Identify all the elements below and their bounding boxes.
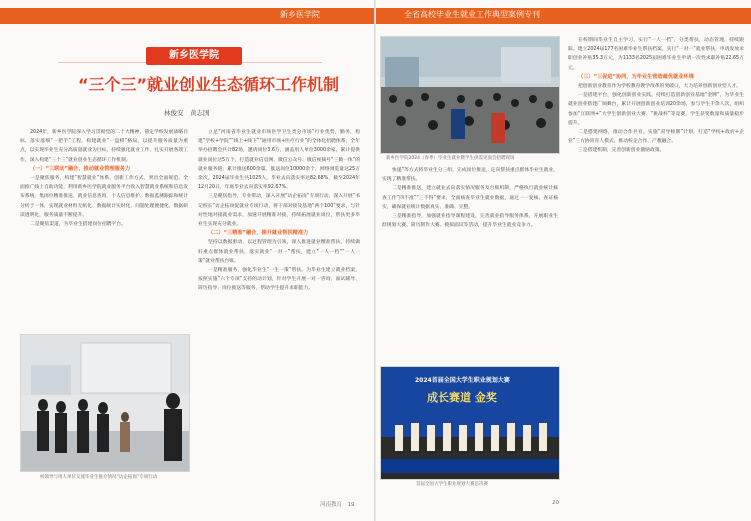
right-header-title: 全省高校毕业生就业工作典型案例专刊 <box>404 10 540 19</box>
award-banner-slogan: 成长赛道 金奖 <box>427 391 497 404</box>
left-header-bar <box>0 8 375 24</box>
body-paragraph: 在校期间毕业生自主学习，实行“一人一档”，分类帮扶，动态管理，持续跟踪。建立2024届177名困难毕业生帮扶档案，实行“一对一”就业帮扶，申请发放求职创业补贴35.3万元，为1133名2025届困难毕业生申请一次性求职补贴22.65万元。 <box>568 38 744 71</box>
section-heading: （二）“三精准”融合，提升就业帮扶精准力 <box>208 230 309 237</box>
section-heading: （一）“三联动”融合，推动就业管理服务力 <box>30 165 131 172</box>
body-paragraph: 一是搭建平台，强化创新创业实践。持续打造创新创业基地“金牌”，为毕业生就业创业搭建广阔舞台，累计开展创新创业培训20余场，参与学生千余人次，组织参加“互联网+”大学生创新创业大赛、“挑战杯”等竞赛，学生获奖数量和质量稳步提升。 <box>568 93 744 126</box>
award-banner-title: 2024首届全国大学生职业规划大赛 <box>415 377 510 384</box>
body-paragraph: 三是搭建机制，完善创新创业激励政策。 <box>578 148 665 154</box>
job-fair-photo-caption: 新乡医学院2024（春季）毕业生就业暨学生供需见面会招聘现场 <box>386 156 515 161</box>
meeting-photo-art <box>21 335 189 471</box>
body-paragraph: 快递”等方式将毕业生分三组，完成岗位推送，定向帮扶重点群体毕业生就业，实现了精准帮扶。 <box>382 168 558 183</box>
left-column-2 <box>198 128 360 488</box>
institution-badge: 新乡医学院 <box>146 47 242 65</box>
job-fair-photo-art <box>381 37 559 153</box>
body-paragraph: 一是聚焦服务，构建“智慧就业”体系。创新工作方式，突出全面规范、全面推广线上自助功能，利用新乡医学院就业服务平台收入智慧就业系统和信息发布系统，集岗位精准推送、就业信息查询、个人信息维护、数据监测跟踪和统计分析于一体，实现就业材料无纸化、数据统计实时化、问题处理便捷化、数据研读透明化，服务质量不断提升。 <box>20 176 188 218</box>
meeting-photo <box>20 334 190 472</box>
right-header-bar <box>376 8 751 24</box>
body-paragraph: 二是精准推送，建立就业去向落实情况服务及台账机制，严格执行就业统计核查工作“四不准”“三不得”要求，全面核查毕业生就业数据，通过一一复核、查证核实，确保就业统计数据真实、准确、完整。 <box>382 186 558 210</box>
body-paragraph: 把创新创业教育作为学校教育教学改革的突破口，大力培养创新创业型人才。 <box>578 84 742 90</box>
body-paragraph: 三是聚焦指导，专业带动，深入开展“访企拓岗”专项行动，深入开展“书记校长”访企拓岗促就业专项行动，将干部对接及基地“两个100”要求，与针对性地对接就业需求，加速开展精准对接，持续拓展就业岗位，帮扶更多毕业生实现充分就业。 <box>198 194 360 228</box>
section-heading: （三）“三促进”协同，为毕业生营造最优就业环境 <box>578 73 694 80</box>
article-authors: 林俊安 黄志国 <box>164 109 210 117</box>
award-photo <box>380 366 560 480</box>
job-fair-photo <box>380 36 560 154</box>
body-paragraph: 一是精准服务，强化毕业生“一生一策”帮扶。为毕业生建立就业档案，按照实施“六个专项”支持的动计划，针对学生开展一对一咨询、面试辅导、简历指导、岗位推送等服务，帮助学生提升求职能力。 <box>198 268 360 292</box>
right-page <box>376 0 751 521</box>
body-paragraph: 三是精准指导，加强就业指导课程建设，完善就业指导服务体系，开展职业生涯规划大赛、简历制作大赛、模拟面试等活动，提升毕业生就业竞争力。 <box>382 214 558 229</box>
award-photo-caption: 首届全国大学生职业规划大赛总决赛 <box>416 482 488 487</box>
body-paragraph: 2024年，新乡医学院深入学习贯彻党的二十大精神，锚定学校发展战略目标，落实落细“一把手”工程，构建就业“一盘棋”格局，以提升服务质量为重点，以实现毕业生充分高质量就业为目标，持续强化就业工作，扎实开展各项工作，深入构建“三个三”就业创业生态循环工作机制。 <box>20 130 188 163</box>
left-header-title: 新乡医学院 <box>280 10 320 19</box>
body-paragraph: 二是搭建网络，推动合作共育。实施“双导师制”计划，打造“学校+政府+企业”三方协同育人模式，推动校企合作、产教融合。 <box>568 130 744 145</box>
right-column-1 <box>382 166 558 362</box>
left-column-1 <box>20 128 188 326</box>
right-column-2 <box>568 36 744 486</box>
body-paragraph: 坚持以数据驱动，以过程管理为引领，深入推进就业精准帮扶，持续做好重点群体就业帮扶，落实就业“一对一”帮扶，建立“一人一档”“一人一策”就业帮扶台账。 <box>198 240 360 264</box>
body-paragraph: 立足“河南省毕业生就业市场医学卫生类分市场”行业优势，勤务，构建“学校+学院”“线上+线下”“通用市场+医疗行业”的全体化招聘体系，全年举办招聘会共计82场，邀请岗位3.6万，涵盖用人单位3000余家。累计提供就业岗位达5万个，打造就业信息网、微信公众号、微信视频号“三微一体”的就业服务链，累计推送600余篇。推送岗位10000余个，网络浏览量达25万余次。2024届毕业生共1025人，毕业去向落实率达82.68%，截至2024年12月20日，年底毕业去向落实率92.67%。 <box>198 130 360 191</box>
right-page-number: 20 <box>552 500 559 506</box>
meeting-photo-caption: 校领导与用人单位交流毕业生推介情况“访企拓岗”专项行动 <box>40 475 158 480</box>
body-paragraph: 二是聚焦渠道，为毕业生搭建岗位招聘平台。 <box>30 222 126 228</box>
article-title: “三个三”就业创业生态循环工作机制 <box>78 75 340 94</box>
left-page <box>0 0 375 521</box>
left-page-number: 河南教育 19 <box>320 502 355 508</box>
